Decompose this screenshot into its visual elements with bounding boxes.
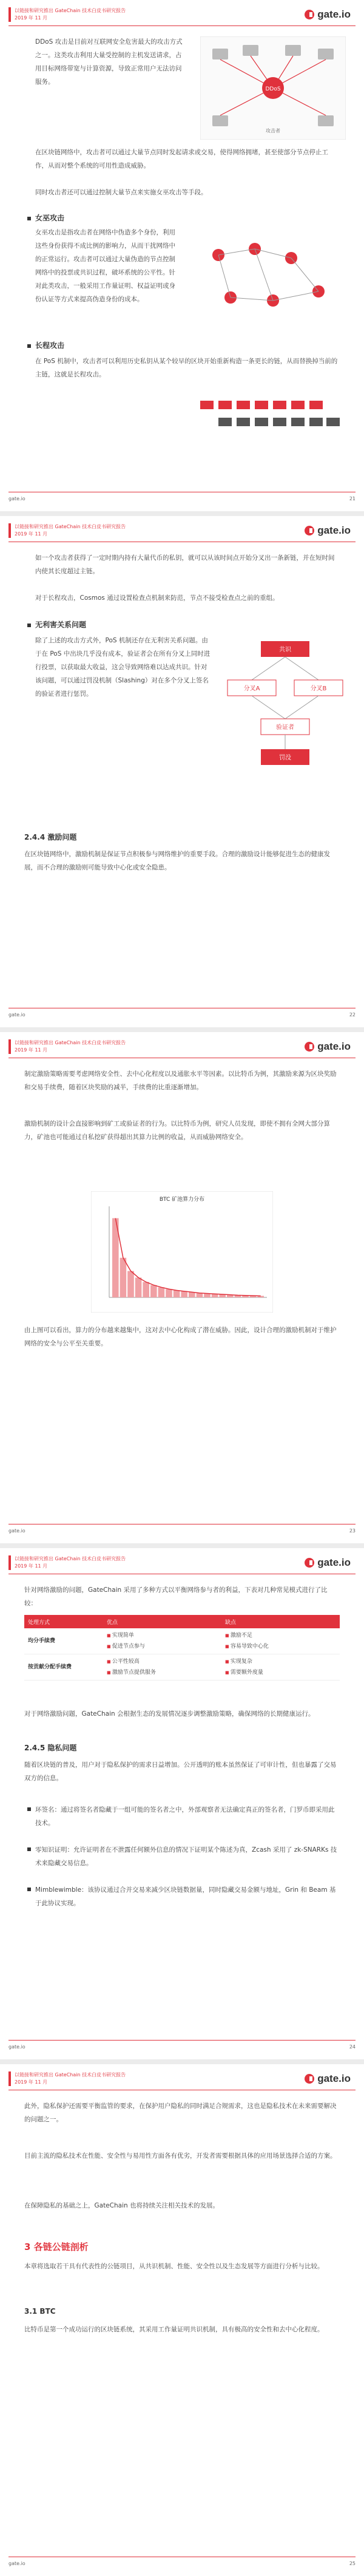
paragraph: 激励机制的设计会直接影响到矿工或验证者的行为。以比特币为例，研究人员发现，即使不拥有全网大部分算力，矿池也可能通过自私挖矿获得超出其算力比例的收益，从而威胁网络安全。 [24,1120,330,1141]
chart-bar [158,1287,165,1297]
section-title: 无利害关系问题 [35,620,87,629]
con-item: ■ 激励不足 [225,1630,336,1641]
page-number: 21 [349,496,356,501]
header-date: 2019 年 11 月 [15,2079,48,2085]
header-date: 2019 年 11 月 [15,15,48,21]
table-cell [221,1654,340,1681]
paragraph: 对于网络激励问题，GateChain 会根据生态的发展情况逐步调整激励策略，确保网络的长期健康运行。 [24,1710,315,1718]
pool-distribution-chart [91,1191,273,1313]
page-header [0,516,364,543]
subsection-text: 比特币是第一个成功运行的区块链系统，其采用工作量证明共识机制，具有极高的安全性和去中心化程度。 [24,2326,324,2333]
list-item: 零知识证明：允许证明者在不泄露任何额外信息的情况下证明某个陈述为真，Zcash 采用了 zk-SNARKs 技术来隐藏交易信息。 [35,1843,339,1870]
sybil-diagram [194,231,346,322]
section-text: 除了上述的攻击方式外，PoS 机制还存在无利害关系问题。由于在 PoS 中出块几乎没有成本，验证者会在所有分叉上同时进行投票，以获取最大收益，这会导致网络难以达成共识。针对该问题，可以通过罚没机制（Slashing）对在多个分叉上签名的验证者进行惩罚。 [35,637,211,698]
logo-text: gate.io [317,8,351,20]
chapter-text: 本章将选取若干具有代表性的公链项目，从共识机制、性能、安全性以及生态发展等方面进行分析与比较。 [24,2263,324,2270]
document-page [0,1548,364,2059]
gate-logo-icon [304,9,315,20]
con-item: ■ 容易导致中心化 [225,1641,336,1652]
chart-bar [197,1293,203,1297]
page-header [0,0,364,27]
logo-text: gate.io [317,2073,351,2084]
gate-logo-icon [304,1557,315,1568]
table-header: 缺点 [221,1615,340,1628]
header-date: 2019 年 11 月 [15,1563,48,1569]
paragraph: 在保障隐私的基础之上，GateChain 也将持续关注相关技术的发展。 [24,2202,219,2209]
logo-text: gate.io [317,1041,351,1052]
table-cell: 按贡献分配手续费 [24,1654,103,1681]
document-page [0,0,364,511]
table-header: 优点 [103,1615,221,1628]
table-cell: 均分手续费 [24,1628,103,1654]
page-number: 22 [349,1012,356,1018]
page-footer [8,2557,356,2570]
page-footer [8,492,356,505]
header-title: 以链接和研究推出 GateChain 技术白皮书研究报告 [15,2072,126,2078]
page-number: 23 [349,1528,356,1534]
diagram-label: 验证者 [276,724,294,731]
footer-site: gate.io [8,2044,25,2050]
footer-site: gate.io [8,1012,25,1018]
paragraph: 如一个攻击者获得了一定时期内持有大量代币的私钥，就可以从该时间点开始分叉出一条新链，并在短时间内使其长度超过主链。 [35,554,335,575]
pro-item: ■ 实现简单 [107,1630,218,1641]
page-header [0,1548,364,1575]
subsection-title: 2.4.5 隐私问题 [24,1744,77,1752]
subsection-title: 2.4.4 激励问题 [24,833,77,841]
ddos-diagram [200,36,346,140]
header-title: 以链接和研究推出 GateChain 技术白皮书研究报告 [15,8,126,13]
chart-bar [143,1282,149,1297]
header-title: 以链接和研究推出 GateChain 技术白皮书研究报告 [15,1040,126,1045]
footer-site: gate.io [8,2561,25,2566]
chart-title: BTC 矿池算力分布 [159,1197,205,1203]
table-row [24,1654,340,1681]
section-title: 长程攻击 [35,341,65,350]
paragraph: 针对网络激励的问题，GateChain 采用了多种方式以平衡网络参与者的利益，下表对几种常见模式进行了比较： [24,1586,328,1607]
document-page [0,516,364,1027]
logo-text: gate.io [317,1557,351,1568]
gate-logo [304,1041,351,1053]
footer-site: gate.io [8,1528,25,1534]
subsection-title: 3.1 BTC [24,2307,56,2316]
chart-bar [127,1271,134,1298]
document-page [0,2064,364,2576]
subsection-text: 在区块链网络中，激励机制是保证节点积极参与网络维护的重要手段。合理的激励设计能够促进生态的健康发展，而不合理的激励则可能导致中心化或安全隐患。 [24,851,330,871]
table-cell [103,1654,221,1681]
paragraph: 此外，隐私保护还需要平衡监管的要求，在保护用户隐私的同时满足合规需求，这也是隐私技术在未来需要解决的问题之一。 [24,2102,337,2123]
paragraph: 由上图可以看出，算力的分布越来越集中，这对去中心化构成了潜在威胁。因此，设计合理的激励机制对于维护网络的安全与公平至关重要。 [24,1327,337,1347]
chart-bar [181,1291,187,1297]
table-cell [103,1628,221,1654]
paragraph: 同时攻击者还可以通过控制大量节点来实施女巫攻击等手段。 [35,189,207,196]
gate-logo-icon [304,1041,315,1052]
chart-bar [174,1290,180,1297]
paragraph: 在区块链网络中，攻击者可以通过大量节点同时发起请求或交易，使得网络拥堵，甚至使部分节点停止工作，从而对整个系统的可用性造成威胁。 [35,149,328,169]
gate-logo [304,525,351,537]
con-item: ■ 实现复杂 [225,1656,336,1667]
table-cell [221,1628,340,1654]
page-footer [8,2040,356,2053]
header-date: 2019 年 11 月 [15,531,48,537]
con-item: ■ 需要额外度量 [225,1667,336,1678]
comparison-table [24,1615,340,1681]
chart-bar [135,1277,142,1297]
pro-item: ■ 公平性较高 [107,1656,218,1667]
fork-diagram [224,637,346,771]
section-text: 女巫攻击是指攻击者在网络中伪造多个身份，利用这些身份获得不成比例的影响力，从而干扰网络中的正常运行。攻击者可以通过大量伪造的节点控制网络中的投票或共识过程，破坏系统的公平性。针对此类攻击，一般采用工作量证明、权益证明或身份认证等方式来提高伪造身份的成本。 [35,229,175,303]
diagram-label: 分叉B [310,685,327,692]
gate-logo-icon [304,2073,315,2084]
gate-logo-icon [304,525,315,536]
chart-bar [120,1258,127,1297]
header-date: 2019 年 11 月 [15,1047,48,1053]
gate-logo [304,2073,351,2085]
section-text: 在 PoS 机制中，攻击者可以利用历史私钥从某个较早的区块开始重新构造一条更长的链，从而替换掉当前的主链，这就是长程攻击。 [35,358,338,378]
chart-bar [166,1289,172,1297]
header-title: 以链接和研究推出 GateChain 技术白皮书研究报告 [15,524,126,529]
long-range-chain [200,395,340,431]
page-number: 24 [349,2044,356,2050]
paragraph: 制定激励策略需要考虑网络安全性、去中心化程度以及通胀水平等因素。以比特币为例，其激励来源为区块奖励和交易手续费，随着区块奖励的减半，手续费的比重逐渐增加。 [24,1070,337,1091]
diagram-label: 共识 [279,647,291,653]
page-footer [8,1008,356,1021]
page-number: 25 [349,2561,356,2566]
subsection-text: 随着区块链的普及，用户对于隐私保护的需求日益增加。公开透明的账本虽然保证了可审计性，但也暴露了交易双方的信息。 [24,1761,337,1782]
diagram-label: 罚没 [279,755,291,761]
table-row [24,1628,340,1654]
diagram-bottom-label: 攻击者 [266,128,280,134]
pro-item: ■ 促进节点参与 [107,1641,218,1652]
list-item: 环签名：通过将签名者隐藏于一组可能的签名者之中，外部观察者无法确定真正的签名者，门罗币即采用此技术。 [35,1803,339,1830]
chart-bar [150,1285,157,1297]
page-header [0,1032,364,1059]
gate-logo [304,1557,351,1569]
gate-logo [304,8,351,21]
paragraph: 对于长程攻击，Cosmos 通过设置检查点机制来防范，节点不接受检查点之前的重组。 [35,594,279,602]
page-footer [8,1524,356,1537]
paragraph: 目前主流的隐私技术在性能、安全性与易用性方面各有优劣，开发者需要根据具体的应用场景选择合适的方案。 [24,2152,337,2160]
diagram-center-label: DDoS [265,86,281,92]
paragraph: DDoS 攻击是目前对互联网安全危害最大的攻击方式之一。这类攻击利用大量受控制的主机发送请求，占用目标网络带宽与计算资源，导致正常用户无法访问服务。 [35,38,183,86]
page-header [0,2064,364,2091]
chapter-title: 3 各链公链剖析 [24,2241,89,2252]
section-title: 女巫攻击 [35,214,65,222]
table-header: 处理方式 [24,1615,103,1628]
pro-item: ■ 激励节点提供服务 [107,1667,218,1678]
list-item: Mimblewimble：该协议通过合并交易来减少区块链数据量，同时隐藏交易金额与地址，Grin 和 Beam 基于此协议实现。 [35,1883,339,1910]
document-page [0,1032,364,1543]
header-title: 以链接和研究推出 GateChain 技术白皮书研究报告 [15,1556,126,1562]
chart-bar [189,1292,195,1297]
chart-bar [204,1293,211,1297]
table-header-row [24,1615,340,1628]
diagram-label: 分叉A [243,685,260,692]
logo-text: gate.io [317,525,351,536]
footer-site: gate.io [8,496,25,501]
